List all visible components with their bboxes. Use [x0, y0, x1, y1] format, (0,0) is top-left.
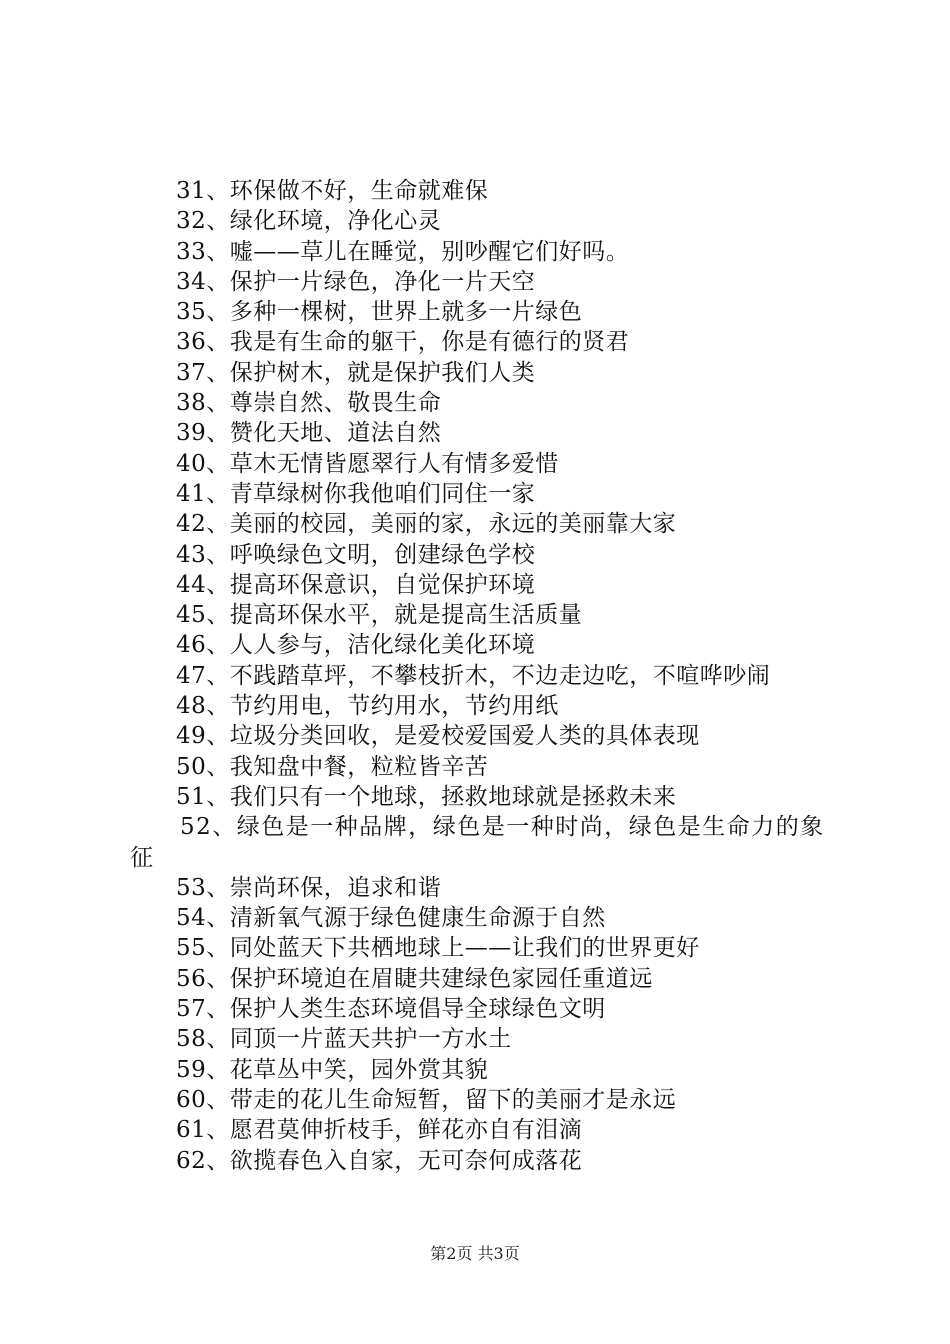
list-item: 32、绿化环境，净化心灵 — [176, 208, 442, 235]
list-item: 33、嘘——草儿在睡觉，别吵醒它们好吗。 — [176, 238, 630, 265]
list-item: 44、提高环保意识，自觉保护环境 — [176, 571, 536, 598]
list-item: 40、草木无情皆愿翠行人有情多爱惜 — [176, 450, 559, 477]
list-item: 42、美丽的校园，美丽的家，永远的美丽靠大家 — [176, 511, 677, 538]
list-item: 54、清新氧气源于绿色健康生命源于自然 — [176, 905, 606, 932]
list-item: 62、欲揽春色入自家，无可奈何成落花 — [176, 1147, 583, 1174]
list-item: 35、多种一棵树，世界上就多一片绿色 — [176, 299, 583, 326]
list-item: 61、愿君莫伸折枝手，鲜花亦自有泪滴 — [176, 1117, 583, 1144]
list-item: 37、保护树木，就是保护我们人类 — [176, 359, 536, 386]
slogan-list — [130, 176, 840, 1176]
list-item: 51、我们只有一个地球，拯救地球就是拯救未来 — [176, 783, 677, 810]
list-item: 47、不践踏草坪，不攀枝折木，不边走边吃，不喧哗吵闹 — [176, 662, 771, 689]
list-item: 34、保护一片绿色，净化一片天空 — [176, 268, 536, 295]
list-item: 52、绿色是一种品牌，绿色是一种时尚，绿色是生命力的象征 — [130, 814, 825, 871]
list-item: 45、提高环保水平，就是提高生活质量 — [176, 602, 583, 629]
list-item: 57、保护人类生态环境倡导全球绿色文明 — [176, 996, 606, 1023]
list-item: 43、呼唤绿色文明，创建绿色学校 — [176, 541, 536, 568]
list-item: 59、花草丛中笑，园外赏其貌 — [176, 1056, 489, 1083]
list-item: 56、保护环境迫在眉睫共建绿色家园任重道远 — [176, 965, 653, 992]
list-item: 31、环保做不好，生命就难保 — [176, 178, 489, 204]
list-item: 38、尊崇自然、敬畏生命 — [176, 390, 442, 417]
list-item: 39、赞化天地、道法自然 — [176, 420, 442, 447]
list-item: 48、节约用电，节约用水，节约用纸 — [176, 693, 559, 720]
list-item: 46、人人参与，洁化绿化美化环境 — [176, 632, 536, 659]
list-item: 60、带走的花儿生命短暂，留下的美丽才是永远 — [176, 1086, 677, 1113]
list-item: 49、垃圾分类回收，是爱校爱国爱人类的具体表现 — [176, 723, 700, 750]
list-item: 36、我是有生命的躯干，你是有德行的贤君 — [176, 329, 630, 356]
list-item: 58、同顶一片蓝天共护一方水土 — [176, 1026, 512, 1053]
list-item: 41、青草绿树你我他咱们同住一家 — [176, 480, 536, 507]
page-number: 第2页 共3页 — [430, 1244, 520, 1263]
list-item: 55、同处蓝天下共栖地球上——让我们的世界更好 — [176, 935, 700, 962]
list-item: 50、我知盘中餐，粒粒皆辛苦 — [176, 753, 489, 780]
list-item: 53、崇尚环保，追求和谐 — [176, 874, 442, 901]
